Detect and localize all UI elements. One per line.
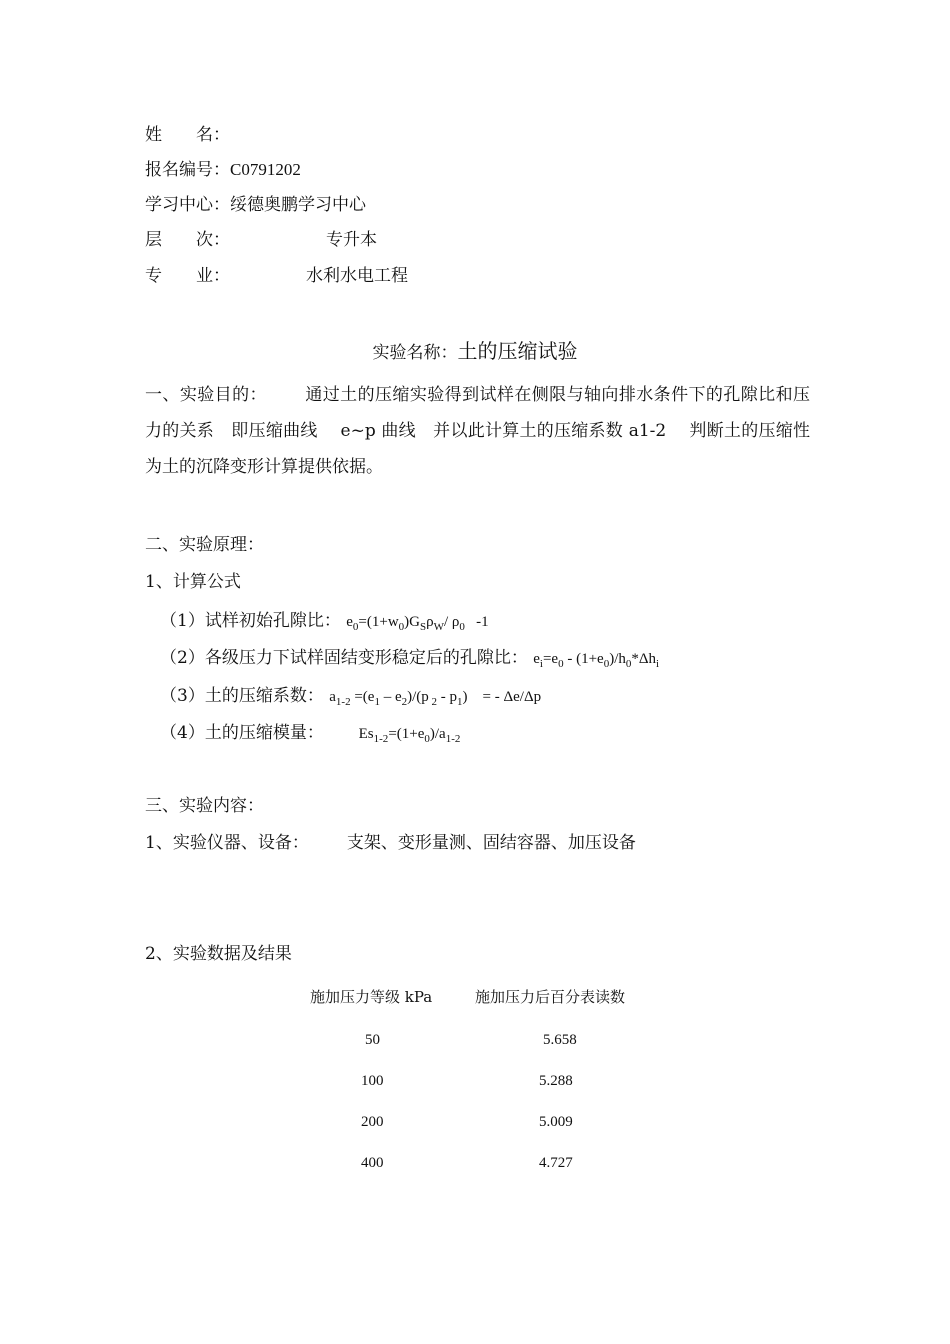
formula-3: $a_{1-2} =(e_1 - e_2)/(p$ $_2 - p_1$) = - Δe/Δp xyxy=(329,689,542,708)
level-value: 专升本 xyxy=(326,230,377,250)
table-cell-pressure: 200 xyxy=(361,1114,384,1130)
level-label: 层 次： xyxy=(145,230,230,250)
data-results-heading: 2、实验数据及结果 xyxy=(145,944,292,964)
formula-2: $e_i=e_0 - (1+e_0)/h_0*\Delta h_i$ xyxy=(533,651,660,670)
purpose-text: 通过土的压缩实验得到试样在侧限与轴向排水条件下的孔隙比和压力的关系 即压缩曲线 e~p 曲线 并以此计算土的压缩系数 a1-2 判断土的压缩性 为土的沉降变形计算提供依据。 xyxy=(145,385,827,477)
formula-2-row xyxy=(160,647,659,675)
experiment-title-prefix: 实验名称： xyxy=(372,343,458,363)
formula-1: $e_0=(1+w_0)G_S\rho_W/$ $\rho_0$ -1 xyxy=(346,614,489,633)
table-cell-reading: 4.727 xyxy=(539,1155,573,1171)
table-cell-pressure: 100 xyxy=(361,1073,384,1089)
study-center-value: 绥德奥鹏学习中心 xyxy=(230,195,366,215)
level-row xyxy=(145,229,377,251)
name-label: 姓 名： xyxy=(145,125,230,145)
principle-heading: 二、实验原理： xyxy=(145,535,264,555)
name-row xyxy=(145,124,230,146)
registration-label: 报名编号： xyxy=(145,160,230,180)
experiment-title-main: 土的压缩试验 xyxy=(457,339,578,363)
purpose-heading: 一、实验目的： xyxy=(145,385,267,405)
major-row xyxy=(145,265,408,287)
study-center-row xyxy=(145,194,366,216)
formula-3-row xyxy=(160,685,541,713)
equipment-value: 支架、变形量测、固结容器、加压设备 xyxy=(346,833,636,853)
formula-4: $Es_{1-2}=(1+e_0)/a_{1-2}$ xyxy=(358,726,461,745)
study-center-label: 学习中心： xyxy=(145,195,230,215)
purpose-paragraph xyxy=(145,377,827,485)
table-cell-pressure: 400 xyxy=(361,1155,384,1171)
formula-2-label: （2）各级压力下试样固结变形稳定后的孔隙比： xyxy=(160,648,528,668)
content-heading: 三、实验内容： xyxy=(145,796,264,816)
registration-value: C0791202 xyxy=(230,160,301,179)
table-cell-reading: 5.288 xyxy=(539,1073,573,1089)
major-value: 水利水电工程 xyxy=(306,266,408,286)
table-cell-reading: 5.658 xyxy=(543,1032,577,1048)
equipment-label: 1、实验仪器、设备： xyxy=(145,833,309,853)
equipment-row xyxy=(145,832,636,854)
formula-4-label: （4）土的压缩模量： xyxy=(160,723,324,743)
major-label: 专 业： xyxy=(145,266,230,286)
formula-4-row xyxy=(160,722,460,750)
formula-subheading: 1、计算公式 xyxy=(145,572,241,592)
registration-row xyxy=(145,159,301,181)
table-cell-reading: 5.009 xyxy=(539,1114,573,1130)
table-cell-pressure: 50 xyxy=(365,1032,380,1048)
formula-3-label: （3）土的压缩系数： xyxy=(160,686,324,706)
table-header-reading: 施加压力后百分表读数 xyxy=(475,988,626,1006)
formula-1-label: （1）试样初始孔隙比： xyxy=(160,611,341,631)
experiment-title xyxy=(0,338,950,366)
table-header-pressure: 施加压力等级 kPa xyxy=(310,988,433,1006)
formula-1-row xyxy=(160,610,489,638)
